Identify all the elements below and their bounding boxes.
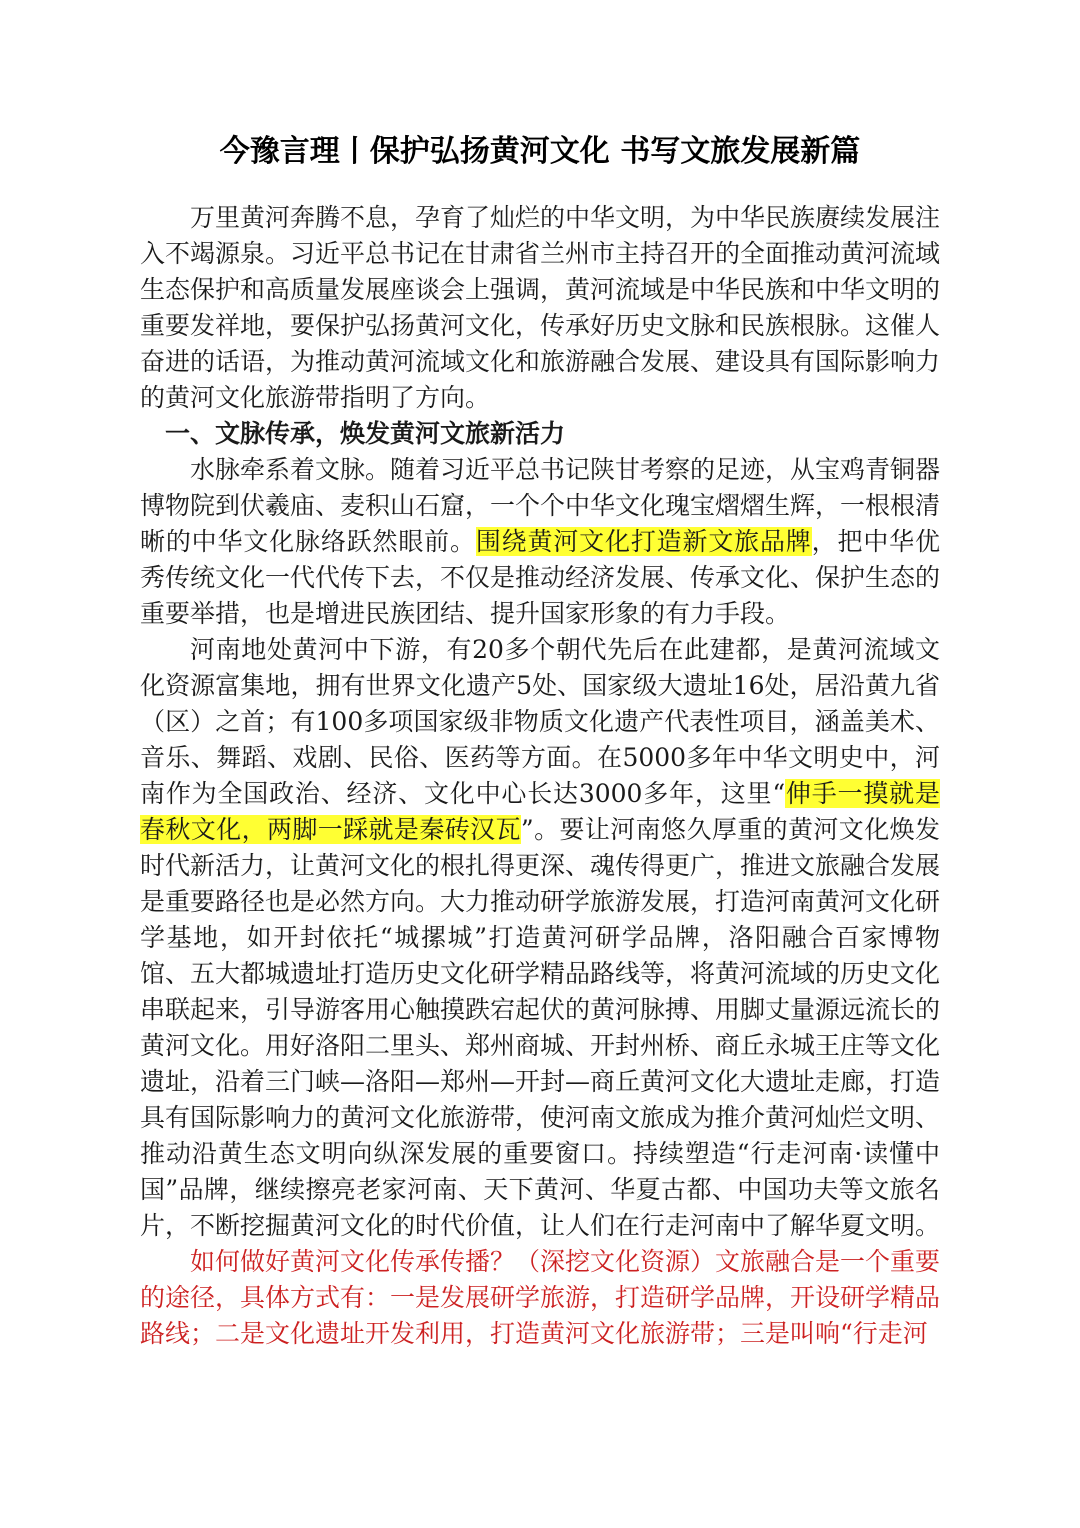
- annotation-note: 如何做好黄河文化传承传播？（深挖文化资源）文旅融合是一个重要的途径，具体方式有：一是发展研学旅游，打造研学品牌，开设研学精品路线；二是文化遗址开发利用，打造黄河文化旅游带；三是叫响“行走河: [140, 1247, 941, 1348]
- paragraph-text: ，把中华优秀传统文化一代代传下去，不仅是推动经济发展、传承文化、保护生态的重要举措，也是增进民族团结、提升国家形象的有力手段。: [140, 527, 941, 628]
- paragraph-intro: 万里黄河奔腾不息，孕育了灿烂的中华文明，为中华民族赓续发展注入不竭源泉。习近平总书记在甘肃省兰州市主持召开的全面推动黄河流域生态保护和高质量发展座谈会上强调，黄河流域是中华民族和中华文明的重要发祥地，要保护弘扬黄河文化，传承好历史文脉和民族根脉。这催人奋进的话语，为推动黄河流域文化和旅游融合发展、建设具有国际影响力的黄河文化旅游带指明了方向。: [140, 203, 941, 412]
- section-heading: 一、文脉传承，焕发黄河文旅新活力: [165, 419, 566, 448]
- highlighted-text: 伸手一摸就是春秋文化，两脚一踩就是秦砖汉瓦: [140, 779, 940, 844]
- paragraph-text: 河南地处黄河中下游，有20多个朝代先后在此建都，是黄河流域文化资源富集地，拥有世界文化遗产5处、国家级大遗址16处，居沿黄九省（区）之首；有100多项国家级非物质文化遗产代表性项目，涵盖美术、音乐、舞蹈、戏剧、民俗、医药等方面。在5000多年中华文明史中，河南作为全国政治、经济、文化中心长达3000多年，这里“: [140, 635, 940, 808]
- paragraph-text: 水脉牵系着文脉。随着习近平总书记陕甘考察的足迹，从宝鸡青铜器博物院到伏羲庙、麦积山石窟，一个个中华文化瑰宝熠熠生辉，一根根清晰的中华文化脉络跃然眼前。: [140, 455, 941, 556]
- article-title: 今豫言理丨保护弘扬黄河文化 书写文旅发展新篇: [219, 134, 861, 169]
- highlighted-text: 围绕黄河文化打造新文旅品牌: [475, 527, 812, 556]
- article-body: [140, 200, 940, 1352]
- paragraph-henan: [140, 632, 940, 1244]
- paragraph-culture-heritage: [140, 452, 940, 632]
- paragraph-text: ”。要让河南悠久厚重的黄河文化焕发时代新活力，让黄河文化的根扎得更深、魂传得更广，推进文旅融合发展是重要路径也是必然方向。大力推动研学旅游发展，打造河南黄河文化研学基地，如开封依托“城摞城”打造黄河研学品牌，洛阳融合百家博物馆、五大都城遗址打造历史文化研学精品路线等，将黄河流域的历史文化串联起来，引导游客用心触摸跌宕起伏的黄河脉搏、用脚丈量源远流长的黄河文化。用好洛阳二里头、郑州商城、开封州桥、商丘永城王庄等文化遗址，沿着三门峡—洛阳—郑州—开封—商丘黄河文化大遗址走廊，打造具有国际影响力的黄河文化旅游带，使河南文旅成为推介黄河灿烂文明、推动沿黄生态文明向纵深发展的重要窗口。持续塑造“行走河南·读懂中国”品牌，继续擦亮老家河南、天下黄河、华夏古都、中国功夫等文旅名片，不断挖掘黄河文化的时代价值，让人们在行走河南中了解华夏文明。: [140, 815, 941, 1240]
